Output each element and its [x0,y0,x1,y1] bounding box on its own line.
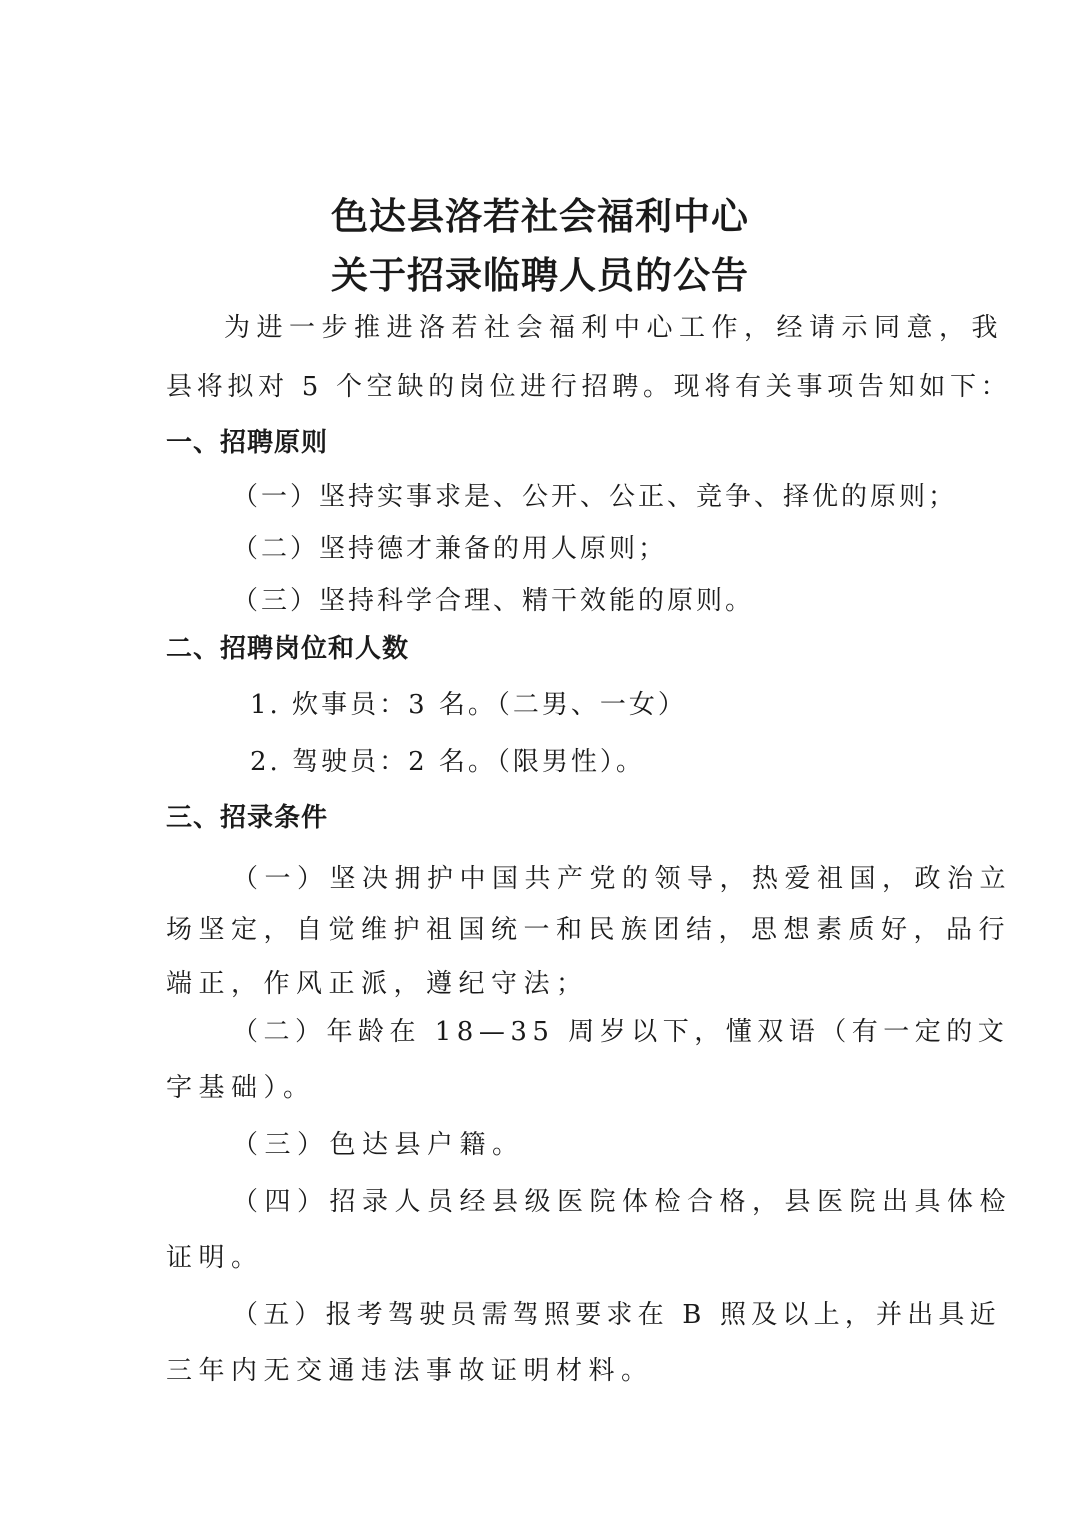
principle-item-2: （二）坚持德才兼备的用人原则； [232,534,668,564]
condition-1-line-2: 场坚定，自觉维护祖国统一和民族团结，思想素质好，品行 [166,915,1012,945]
condition-3-line-1: （三）色达县户籍。 [232,1130,525,1160]
condition-1-line-1: （一）坚决拥护中国共产党的领导，热爱祖国，政治立 [232,864,1013,894]
principle-item-1: （一）坚持实事求是、公开、公正、竞争、择优的原则； [232,482,958,512]
document-title-line-2: 关于招录临聘人员的公告 [331,254,749,297]
condition-1-line-3: 端正，作风正派，遵纪守法； [166,969,589,999]
section-heading-principles: 一、招聘原则 [166,428,329,458]
document-title-line-1: 色达县洛若社会福利中心 [331,195,749,238]
condition-4-line-2: 证明。 [166,1243,264,1273]
principle-item-3: （三）坚持科学合理、精干效能的原则。 [232,586,755,616]
condition-2-line-1: （二）年龄在 18—35 周岁以下，懂双语（有一定的文 [232,1017,1010,1047]
position-item-2: 2. 驾驶员：2 名。（限男性）。 [250,747,645,777]
intro-paragraph-line-2: 县将拟对 5 个空缺的岗位进行招聘。现将有关事项告知如下： [166,372,1012,402]
condition-5-line-2: 三年内无交通违法事故证明材料。 [166,1356,654,1386]
section-heading-positions: 二、招聘岗位和人数 [166,634,410,664]
position-item-1: 1. 炊事员：3 名。（二男、一女） [250,690,687,720]
condition-5-line-1: （五）报考驾驶员需驾照要求在 B 照及以上，并出具近 [232,1300,1001,1330]
condition-4-line-1: （四）招录人员经县级医院体检合格，县医院出具体检 [232,1187,1013,1217]
intro-paragraph-line-1: 为进一步推进洛若社会福利中心工作，经请示同意，我 [224,313,1005,343]
condition-2-line-2: 字基础）。 [166,1073,316,1103]
section-heading-conditions: 三、招录条件 [166,803,329,833]
